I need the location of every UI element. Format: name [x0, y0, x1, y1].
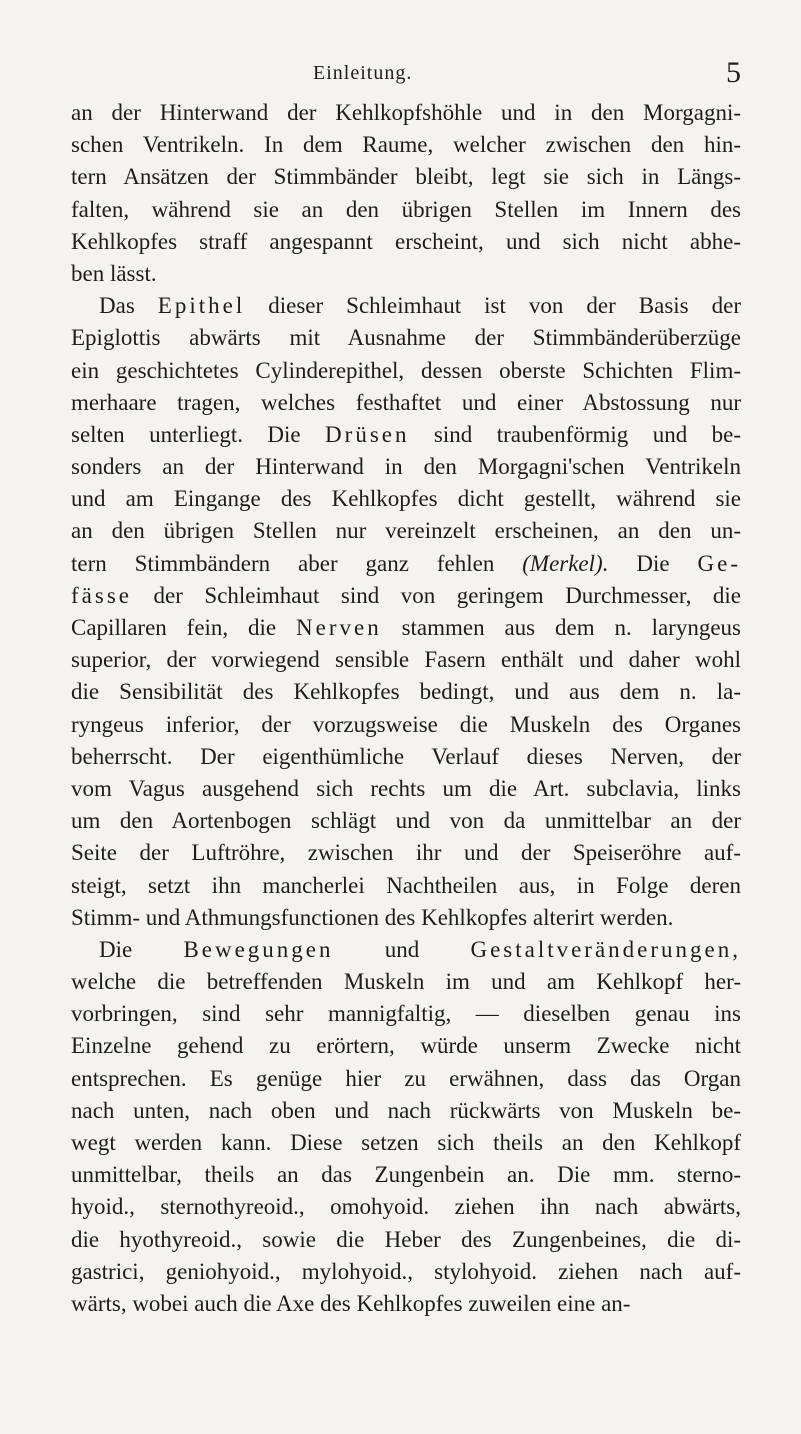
- text-run: sonders an der Hinterwand in den Morgagni'schen Ventrikeln: [71, 454, 741, 480]
- text-line: [71, 741, 741, 773]
- text-run: tern Ansätzen der Stimmbänder bleibt, legt sie sich in Längs-: [71, 164, 741, 190]
- text-run: falten, während sie an den übrigen Stellen im Innern des: [71, 196, 741, 222]
- text-run: unmittelbar, theils an das Zungenbein an. Die mm. sterno-: [71, 1162, 741, 1188]
- spaced-term: Bewegungen: [183, 936, 334, 962]
- text-line: [71, 676, 741, 708]
- text-run: an der Hinterwand der Kehlkopfshöhle und in den Morgagni-: [71, 100, 741, 125]
- text-line: [71, 194, 741, 226]
- text-run: an den übrigen Stellen nur vereinzelt erscheinen, an den un-: [71, 518, 741, 544]
- text-line: [71, 998, 741, 1030]
- text-line: [71, 1256, 741, 1288]
- text-line: [71, 1288, 741, 1320]
- text-line: [71, 451, 741, 483]
- running-head: [71, 58, 741, 98]
- text-line: [71, 483, 741, 515]
- text-run: vom Vagus ausgehend sich rechts um die Art. subclavia, links: [71, 775, 741, 801]
- text-run: stammen aus dem n. laryngeus: [381, 615, 741, 640]
- text-run: hyoid., sternothyreoid., omohyoid. ziehen ihn nach abwärts,: [71, 1194, 741, 1220]
- text-line: [71, 902, 741, 934]
- text-line: [71, 1224, 741, 1256]
- text-run: tern Stimmbändern aber ganz fehlen: [71, 550, 523, 576]
- text-run: Das: [99, 293, 158, 319]
- text-line: [71, 644, 741, 676]
- text-run: dieser Schleimhaut ist von der Basis der: [245, 293, 741, 319]
- text-run: ryngeus inferior, der vorzugsweise die Muskeln des Organes: [71, 711, 741, 737]
- text-line: [71, 258, 741, 290]
- text-run: ein geschichtetes Cylinderepithel, dessen oberste Schichten Flim-: [71, 357, 741, 383]
- text-run: selten unterliegt. Die: [71, 421, 326, 447]
- text-line: [71, 837, 741, 869]
- text-run: und am Eingange des Kehlkopfes dicht gestellt, während sie: [71, 486, 741, 512]
- running-title: Einleitung.: [313, 62, 413, 84]
- text-run: der Schleimhaut sind von geringem Durchmesser, die: [131, 582, 741, 608]
- spaced-term: fässe: [71, 582, 132, 608]
- text-run: Kehlkopfes straff angespannt erscheint, und sich nicht abhe-: [71, 228, 741, 254]
- text-run: nach unten, nach oben und nach rückwärts von Muskeln be-: [71, 1097, 741, 1123]
- text-run: die Sensibilität des Kehlkopfes bedingt, und aus dem n. la-: [71, 679, 741, 705]
- text-run: gastrici, geniohyoid., mylohyoid., stylohyoid. ziehen nach auf-: [71, 1258, 741, 1284]
- page-number: 5: [726, 56, 741, 89]
- italic-citation: (Merkel).: [522, 550, 609, 576]
- text-line: [71, 548, 741, 580]
- text-run: beherrscht. Der eigenthümliche Verlauf dieses Nerven, der: [71, 743, 741, 769]
- text-run: merhaare tragen, welches festhaftet und einer Abstossung nur: [71, 389, 741, 415]
- spaced-term: Nerven: [296, 615, 382, 640]
- text-run: die hyothyreoid., sowie die Heber des Zungenbeines, die di-: [71, 1226, 741, 1252]
- text-line: [71, 934, 741, 966]
- text-line: [71, 290, 741, 322]
- spaced-term: Gestaltveränderungen,: [470, 936, 741, 962]
- text-run: steigt, setzt ihn mancherlei Nachtheilen aus, in Folge deren: [71, 872, 741, 898]
- text-line: [71, 1095, 741, 1127]
- text-line: [71, 1063, 741, 1095]
- spaced-term: Ge-: [697, 550, 741, 576]
- text-run: Die: [608, 550, 698, 576]
- spaced-term: Epithel: [157, 293, 246, 319]
- text-run: Capillaren fein, die: [71, 615, 297, 640]
- text-line: [71, 1191, 741, 1223]
- text-line: [71, 1127, 741, 1159]
- body-text: [71, 97, 741, 1320]
- text-run: Die: [99, 936, 184, 962]
- text-line: [71, 97, 741, 129]
- text-run: wegt werden kann. Diese setzen sich theils an den Kehlkopf: [71, 1130, 741, 1155]
- text-run: Epiglottis abwärts mit Ausnahme der Stimmbänderüberzüge: [71, 325, 741, 351]
- text-line: [71, 515, 741, 547]
- text-run: Stimm- und Athmungsfunctionen des Kehlkopfes alterirt werden.: [71, 904, 674, 930]
- text-line: [71, 387, 741, 419]
- text-run: Seite der Luftröhre, zwischen ihr und der Speiseröhre auf-: [71, 840, 741, 866]
- text-line: [71, 419, 741, 451]
- text-line: [71, 322, 741, 354]
- text-line: [71, 612, 741, 644]
- text-run: sind traubenförmig und be-: [409, 421, 741, 447]
- text-line: [71, 773, 741, 805]
- text-run: entsprechen. Es genüge hier zu erwähnen, dass das Organ: [71, 1065, 741, 1091]
- text-run: vorbringen, sind sehr mannigfaltig, — dieselben genau ins: [71, 1001, 741, 1027]
- text-run: um den Aortenbogen schlägt und von da unmittelbar an der: [71, 808, 741, 834]
- text-line: [71, 870, 741, 902]
- text-run: und: [333, 936, 471, 962]
- text-line: [71, 580, 741, 612]
- text-line: [71, 161, 741, 193]
- text-line: [71, 1159, 741, 1191]
- text-line: [71, 709, 741, 741]
- text-run: superior, der vorwiegend sensible Fasern enthält und daher wohl: [71, 647, 741, 673]
- text-line: [71, 1030, 741, 1062]
- text-line: [71, 966, 741, 998]
- text-run: Einzelne gehend zu erörtern, würde unserm Zwecke nicht: [71, 1033, 741, 1059]
- text-line: [71, 129, 741, 161]
- text-run: ben lässt.: [71, 260, 157, 286]
- text-run: wärts, wobei auch die Axe des Kehlkopfes zuweilen eine an-: [71, 1290, 631, 1316]
- text-run: welche die betreffenden Muskeln im und am Kehlkopf her-: [71, 969, 741, 995]
- spaced-term: Drüsen: [325, 421, 410, 447]
- text-line: [71, 226, 741, 258]
- text-line: [71, 355, 741, 387]
- text-line: [71, 805, 741, 837]
- text-run: schen Ventrikeln. In dem Raume, welcher zwischen den hin-: [71, 132, 741, 158]
